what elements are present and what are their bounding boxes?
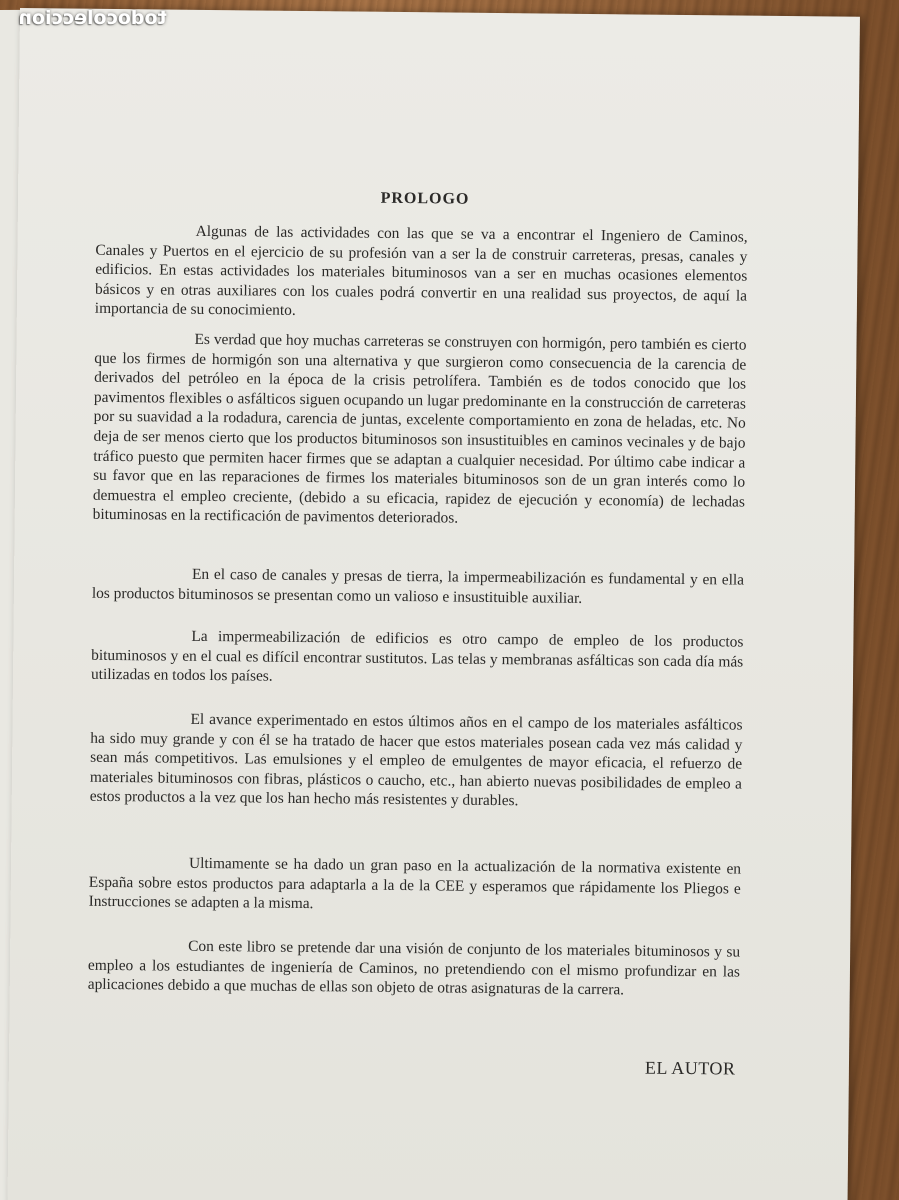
document-page bbox=[7, 8, 860, 1200]
paragraph-6: Ultimamente se ha dado un gran paso en la actualización de la normativa existente en España sobre estos productos para adaptarla a la de la CEE y esperamos que rápidamente los Pliegos e Instrucciones se adapten a la misma. bbox=[88, 854, 742, 913]
paragraph-3: En el caso de canales y presas de tierra, la impermeabilización es fundamental y en ella los productos bituminosos se presentan como un valioso e insustituible auxiliar. bbox=[91, 565, 745, 607]
paragraph-1: Algunas de las actividades con las que se va a encontrar el Ingeniero de Caminos, Canales y Puertos en el ejercicio de su profesión van a ser la de construir carreteras, presas, canales y edificios. En estas actividades los materiales bituminosos van a ser en muchas ocasiones elementos básicos y en otras auxiliares con los cuales podrá convertir en una realidad sus proyectos, de aquí la importancia de su conocimiento. bbox=[94, 222, 748, 320]
paragraph-2: Es verdad que hoy muchas carreteras se construyen con hormigón, pero también es cierto que los firmes de hormigón son una alternativa y que surgieron como consecuencia de la carencia de derivados del petróleo en la época de la crisis petrolífera. También es de todos conocido que los pavimentos flexibles o asfálticos siguen ocupando un lugar predominante en la construcción de carreteras por su suavidad a la rodadura, carencia de juntas, excelente comportamiento en zona de heladas, etc. No deja de ser menos cierto que los productos bituminosos son insustituibles en caminos vecinales y de bajo tráfico puesto que permiten hacer firmes que se adaptan a cualquier necesidad. Por último cabe indicar a su favor que en las reparaciones de firmes los materiales bituminosos son de un gran interés como lo demuestra el empleo creciente, (debido a su eficacia, rapidez de ejecución y economía) de lechadas bituminosas en la rectificación de pavimentos deteriorados. bbox=[92, 330, 747, 527]
page-title: PROLOGO bbox=[380, 189, 470, 208]
watermark-logo: todocoleccion bbox=[18, 7, 167, 29]
paragraph-5: El avance experimentado en estos últimos años en el campo de los materiales asfálticos ha sido muy grande y con él se ha tratado de hacer que estos materiales posean cada vez más calidad y sean más competitivos. Las emulsiones y el empleo de emulgentes de mayor eficacia, el refuerzo de materiales bituminosos con fibras, plásticos o caucho, etc., han abierto nuevas posibilidades de empleo a estos productos a la vez que los han hecho más resistentes y durables. bbox=[89, 710, 743, 810]
paragraph-4: La impermeabilización de edificios es otro campo de empleo de los productos bituminosos y en el cual es difícil encontrar sustitutos. Las telas y membranas asfálticas son cada día más utilizadas en todos los países. bbox=[90, 627, 744, 685]
author-signature: EL AUTOR bbox=[644, 1057, 736, 1079]
paragraph-7: Con este libro se pretende dar una visión de conjunto de los materiales bituminosos y su empleo a los estudiantes de ingeniería de Caminos, no pretendiendo con el mismo profundizar en las aplicaciones debido a que muchas de ellas son objeto de otras asignaturas de la carrera. bbox=[87, 937, 741, 999]
